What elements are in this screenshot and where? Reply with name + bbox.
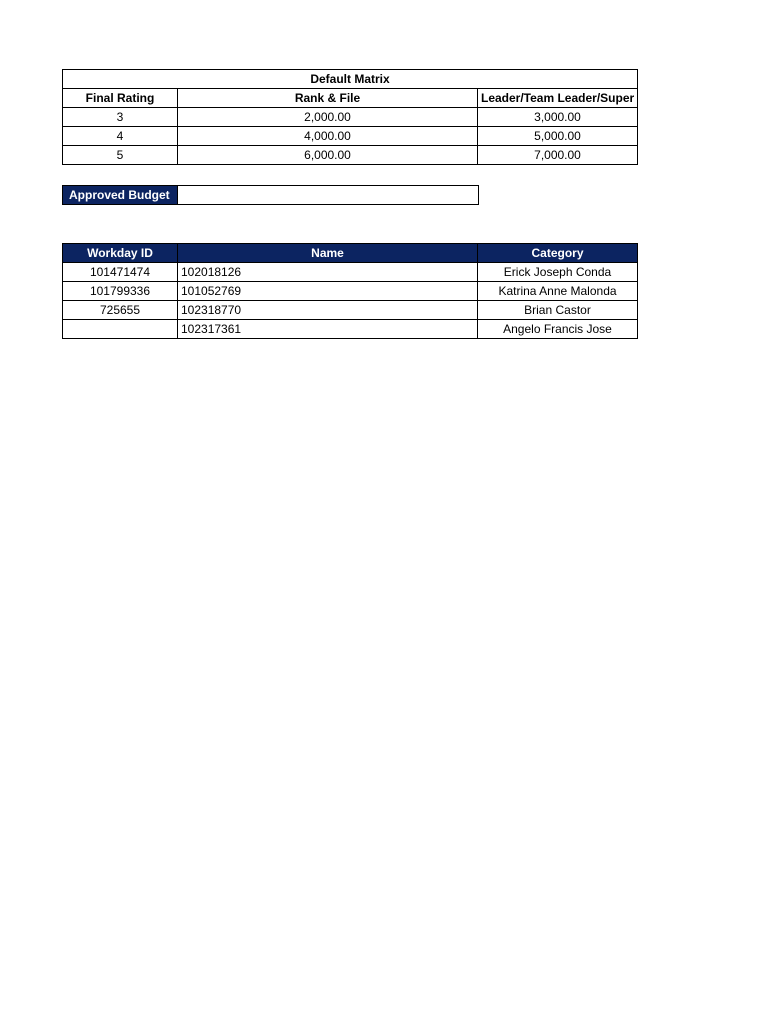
matrix-cell-rating[interactable]: 5 <box>63 146 178 165</box>
matrix-cell-rating[interactable]: 3 <box>63 108 178 127</box>
cell-name[interactable]: 102018126 <box>178 263 478 282</box>
table-row <box>63 282 638 301</box>
approved-budget-label[interactable]: Approved Budget <box>63 186 178 205</box>
table-row <box>63 301 638 320</box>
default-matrix-table <box>62 69 638 165</box>
matrix-cell-rank-file[interactable]: 6,000.00 <box>178 146 478 165</box>
matrix-title-cell[interactable]: Default Matrix <box>63 70 638 89</box>
cell-workday-id[interactable]: 101471474 <box>63 263 178 282</box>
cell-workday-id[interactable]: 725655 <box>63 301 178 320</box>
cell-category[interactable]: Angelo Francis Jose <box>478 320 638 339</box>
cell-workday-id[interactable]: 101799336 <box>63 282 178 301</box>
employees-table <box>62 243 638 339</box>
matrix-header-final-rating[interactable]: Final Rating <box>63 89 178 108</box>
matrix-cell-rating[interactable]: 4 <box>63 127 178 146</box>
matrix-row <box>63 108 638 127</box>
cell-category[interactable]: Brian Castor <box>478 301 638 320</box>
cell-category[interactable]: Erick Joseph Conda <box>478 263 638 282</box>
matrix-header-rank-file[interactable]: Rank & File <box>178 89 478 108</box>
approved-budget-value[interactable] <box>178 186 479 205</box>
employees-header-row <box>63 244 638 263</box>
cell-workday-id[interactable] <box>63 320 178 339</box>
cell-category[interactable]: Katrina Anne Malonda <box>478 282 638 301</box>
matrix-row <box>63 127 638 146</box>
matrix-title-row <box>63 70 638 89</box>
cell-name[interactable]: 101052769 <box>178 282 478 301</box>
cell-name[interactable]: 102317361 <box>178 320 478 339</box>
approved-budget-table <box>62 185 479 205</box>
matrix-cell-leader[interactable]: 7,000.00 <box>478 146 638 165</box>
matrix-header-row <box>63 89 638 108</box>
matrix-header-leader[interactable]: Leader/Team Leader/Super <box>478 89 638 108</box>
cell-name[interactable]: 102318770 <box>178 301 478 320</box>
matrix-cell-leader[interactable]: 5,000.00 <box>478 127 638 146</box>
header-category[interactable]: Category <box>478 244 638 263</box>
matrix-cell-rank-file[interactable]: 4,000.00 <box>178 127 478 146</box>
matrix-cell-rank-file[interactable]: 2,000.00 <box>178 108 478 127</box>
table-row <box>63 263 638 282</box>
table-row <box>63 320 638 339</box>
header-workday-id[interactable]: Workday ID <box>63 244 178 263</box>
matrix-row <box>63 146 638 165</box>
matrix-cell-leader[interactable]: 3,000.00 <box>478 108 638 127</box>
budget-row <box>63 186 479 205</box>
header-name[interactable]: Name <box>178 244 478 263</box>
